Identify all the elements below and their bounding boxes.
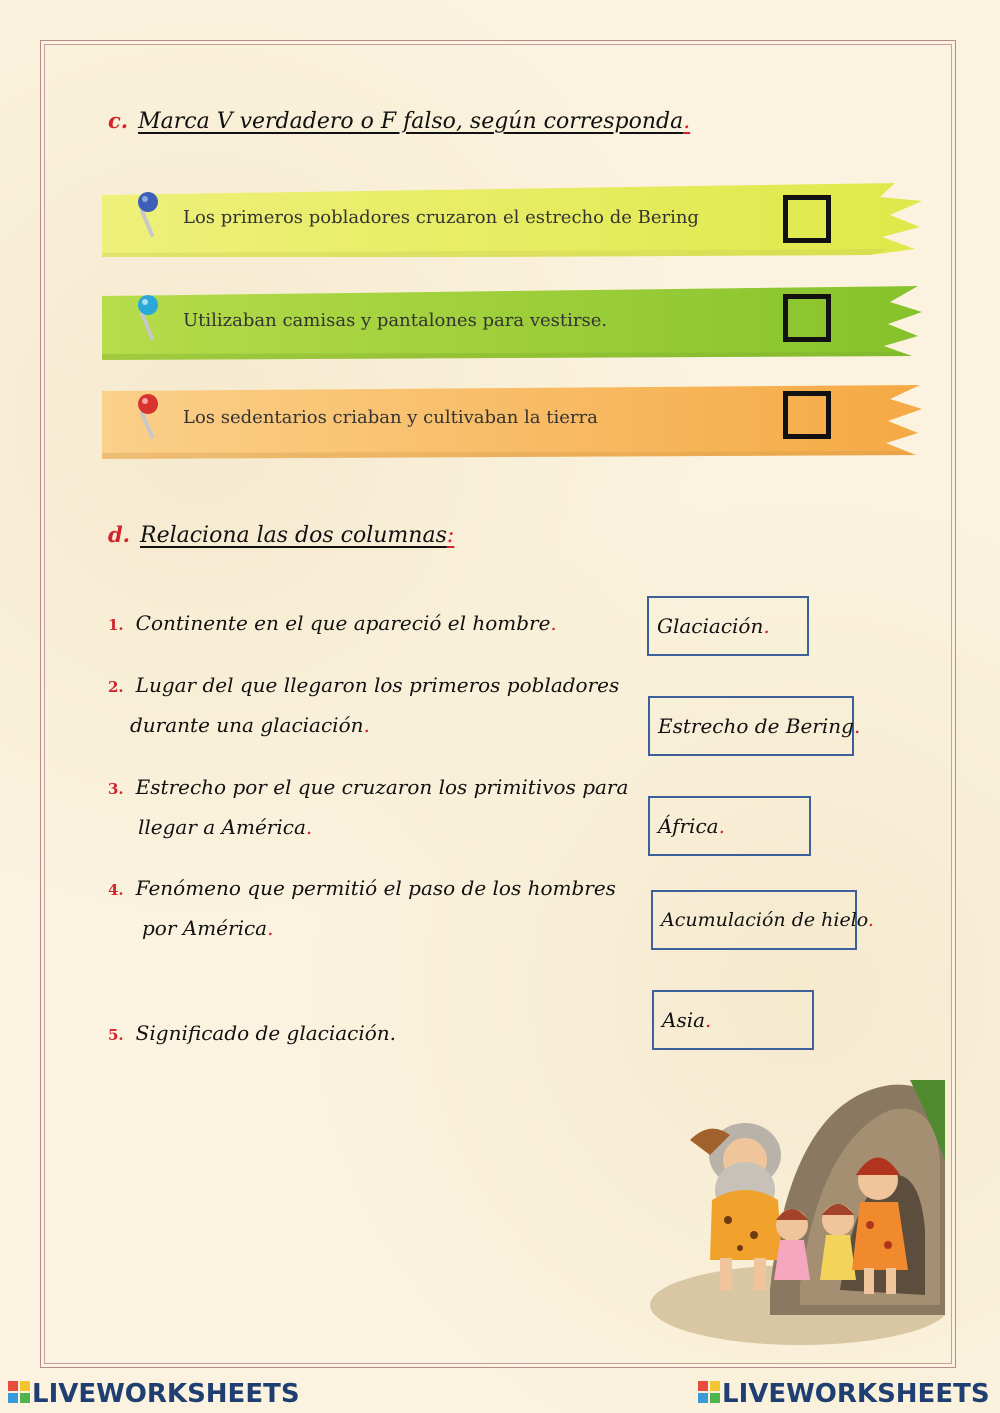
pushpin-icon [130,391,166,441]
section-c-heading [108,108,690,134]
question-text: Continente en el que apareció el hombre [135,611,551,635]
answer-box-3[interactable]: África. [648,796,811,856]
question-text: Significado de glaciación. [135,1021,397,1045]
question-text: llegar a América [138,815,306,839]
question-4-line-2: por América. [142,916,274,940]
pushpin-icon [130,189,166,239]
liveworksheets-logo-right [698,1379,990,1409]
statement-text: Los sedentarios criaban y cultivaban la tierra [183,407,598,428]
section-d-heading [108,522,454,548]
question-text: durante una glaciación [130,713,364,737]
section-c-letter: c. [108,108,129,133]
question-text: por América [142,916,268,940]
liveworksheets-icon [8,1381,30,1403]
true-false-checkbox[interactable] [783,391,831,439]
answer-box-4[interactable]: Acumulación de hielo. [651,890,857,950]
true-false-checkbox[interactable] [783,195,831,243]
answer-text: África [658,814,719,838]
caveman-family-illustration [650,1080,945,1345]
question-3-line-2: llegar a América. [138,815,313,839]
statement-strip-3 [100,385,925,459]
answer-text: Glaciación [657,614,764,638]
true-false-checkbox[interactable] [783,294,831,342]
liveworksheets-logo-left [8,1379,300,1409]
liveworksheets-icon [698,1381,720,1403]
statement-strip-1 [100,183,925,257]
statement-text: Utilizaban camisas y pantalones para vestirse. [183,310,608,331]
answer-text: Estrecho de Bering [658,714,854,738]
question-1: 1. Continente en el que apareció el hombre. [108,611,557,635]
question-number: 2. [108,678,124,696]
question-4 [108,868,616,910]
brand-text: LIVEWORKSHEETS [722,1379,990,1409]
answer-box-5[interactable]: Asia. [652,990,814,1050]
brand-text: LIVEWORKSHEETS [32,1379,300,1409]
question-text: Lugar del que llegaron los primeros pobladores [135,673,620,697]
question-number: 3. [108,780,124,798]
question-3 [108,767,628,809]
section-d-letter: d. [108,522,130,547]
answer-box-2[interactable]: Estrecho de Bering. [648,696,854,756]
question-2-line-2: durante una glaciación. [130,713,370,737]
question-2 [108,665,619,707]
question-5 [108,1013,396,1055]
pushpin-icon [130,292,166,342]
section-c-punct: . [683,109,691,134]
question-text: Estrecho por el que cruzaron los primitivos para [135,775,629,799]
statement-text: Los primeros pobladores cruzaron el estrecho de Bering [183,207,699,228]
section-d-punct: : [446,523,455,548]
answer-text: Acumulación de hielo [661,909,868,931]
question-number: 4. [108,881,124,899]
question-number: 1. [108,616,124,634]
question-text: Fenómeno que permitió el paso de los hombres [135,876,616,900]
section-c-title: Marca V verdadero o F falso, según corresponda [138,109,684,134]
question-number: 5. [108,1026,124,1044]
answer-text: Asia [662,1008,706,1032]
statement-strip-2 [100,286,925,360]
answer-box-1[interactable]: Glaciación. [647,596,809,656]
section-d-title: Relaciona las dos columnas [140,523,447,548]
